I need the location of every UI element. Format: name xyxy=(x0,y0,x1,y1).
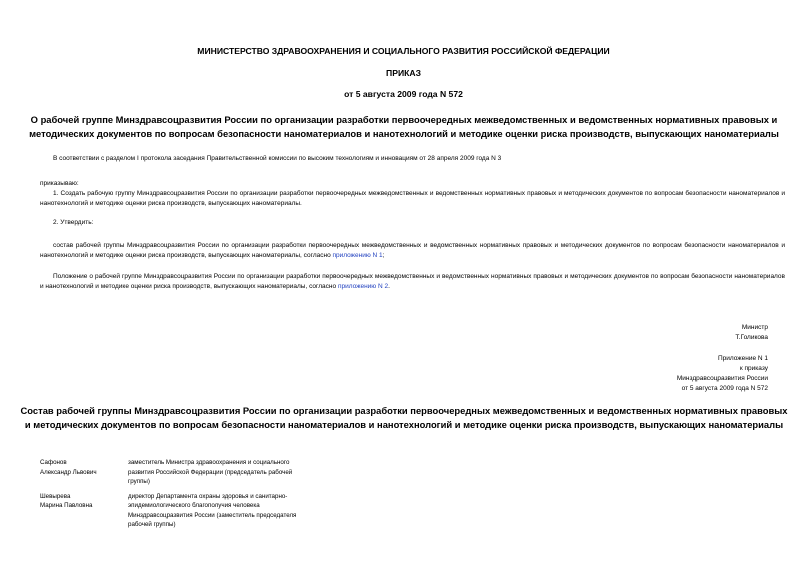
member-surname: Сафонов xyxy=(40,459,67,466)
member-role-line: Минздравсоцразвития России (заместитель председателя xyxy=(128,511,297,519)
member-role-line: эпидемиологического благополучия человека xyxy=(128,502,260,509)
table-row xyxy=(40,492,330,530)
order-title-line: методических документов по вопросам безопасности наноматериалов и нанотехнологий и методике оценки риска производств, выпускающих наноматериалы xyxy=(29,128,779,139)
member-name xyxy=(40,492,128,530)
order-title xyxy=(14,113,794,141)
member-role xyxy=(128,492,330,530)
signatory-position: Министр xyxy=(741,324,768,331)
approve-regulation xyxy=(40,272,785,292)
document-date-number: от 5 августа 2009 года N 572 xyxy=(344,89,463,99)
signatory-name: Т.Голикова xyxy=(735,334,768,341)
appendix-1-link[interactable]: приложению N 1 xyxy=(332,252,383,259)
approve-regulation-end: . xyxy=(388,283,390,290)
member-role-line: директор Департамента охраны здоровья и санитарно- xyxy=(128,492,288,500)
member-given-name: Александр Львович xyxy=(40,468,97,476)
member-surname: Шевырева xyxy=(40,492,71,500)
composition-title xyxy=(14,404,794,432)
composition-title-line: Состав рабочей группы Минздравсоцразвития России по организации разработки первоочередных межведомственных и ведомственных нормативных правовых xyxy=(20,405,788,416)
appendix-line: Минздравсоцразвития России xyxy=(676,375,768,382)
composition-title-line: и методических документов по вопросам безопасности наноматериалов и нанотехнологий и методике оценки риска производств, выпускающих наноматериалы xyxy=(24,419,784,430)
preamble: В соответствии с разделом I протокола заседания Правительственной комиссии по высоким технологиям и инновациям от 28 апреля 2009 года N 3 xyxy=(53,155,502,162)
appendix-line: Приложение N 1 xyxy=(717,355,768,362)
approve-regulation-text: Положение о рабочей группе Минздравсоцразвития России по организации разработки первоочередных межведомственных и ведомственных нормативных правовых и методических документов по вопросам безопасности наноматериалов и нанотехнологий и методике оценки риска производств, выпускающих наноматериалы, согласно xyxy=(40,273,785,290)
member-role xyxy=(128,458,330,487)
appendix-line: к приказу xyxy=(739,365,768,372)
member-given-name: Марина Павловна xyxy=(40,502,93,509)
approve-composition-text: состав рабочей группы Минздравсоцразвития России по организации разработки первоочередных межведомственных и ведомственных нормативных правовых и методических документов по вопросам безопасности наноматериалов и нанотехнологий и методике оценки риска производств, выпускающих наноматериалы, согласно xyxy=(40,242,785,259)
signature xyxy=(560,323,768,343)
order-title-line: О рабочей группе Минздравсоцразвития России по организации разработки первоочередных межведомственных и ведомственных нормативных правовых и xyxy=(30,114,778,125)
item-1: 1. Создать рабочую группу Минздравсоцразвития России по организации разработки первоочередных межведомственных и ведомственных нормативных правовых и методических документов по вопросам безопасности наноматериалов и нанотехнологий и методике оценки риска производств, выпускающих наноматериалы. xyxy=(40,190,785,207)
appendix-2-link[interactable]: приложению N 2 xyxy=(337,283,389,290)
ministry-heading: МИНИСТЕРСТВО ЗДРАВООХРАНЕНИЯ И СОЦИАЛЬНОГО РАЗВИТИЯ РОССИЙСКОЙ ФЕДЕРАЦИИ xyxy=(197,46,610,56)
order-word: приказываю: xyxy=(40,180,79,187)
member-name xyxy=(40,458,128,487)
member-role-line: рабочей группы) xyxy=(128,521,176,528)
table-row xyxy=(40,458,330,487)
approve-composition xyxy=(40,241,785,261)
member-role-line: развития Российской Федерации (председатель рабочей xyxy=(128,468,293,476)
member-role-line: группы) xyxy=(128,478,150,485)
members-table xyxy=(40,458,330,530)
approve-composition-end: ; xyxy=(382,252,385,259)
item-2: 2. Утвердить: xyxy=(53,219,94,226)
appendix-line: от 5 августа 2009 года N 572 xyxy=(681,385,768,392)
appendix-reference xyxy=(560,354,768,394)
document-type: ПРИКАЗ xyxy=(386,68,421,78)
member-role-line: заместитель Министра здравоохранения и социального xyxy=(128,459,290,466)
